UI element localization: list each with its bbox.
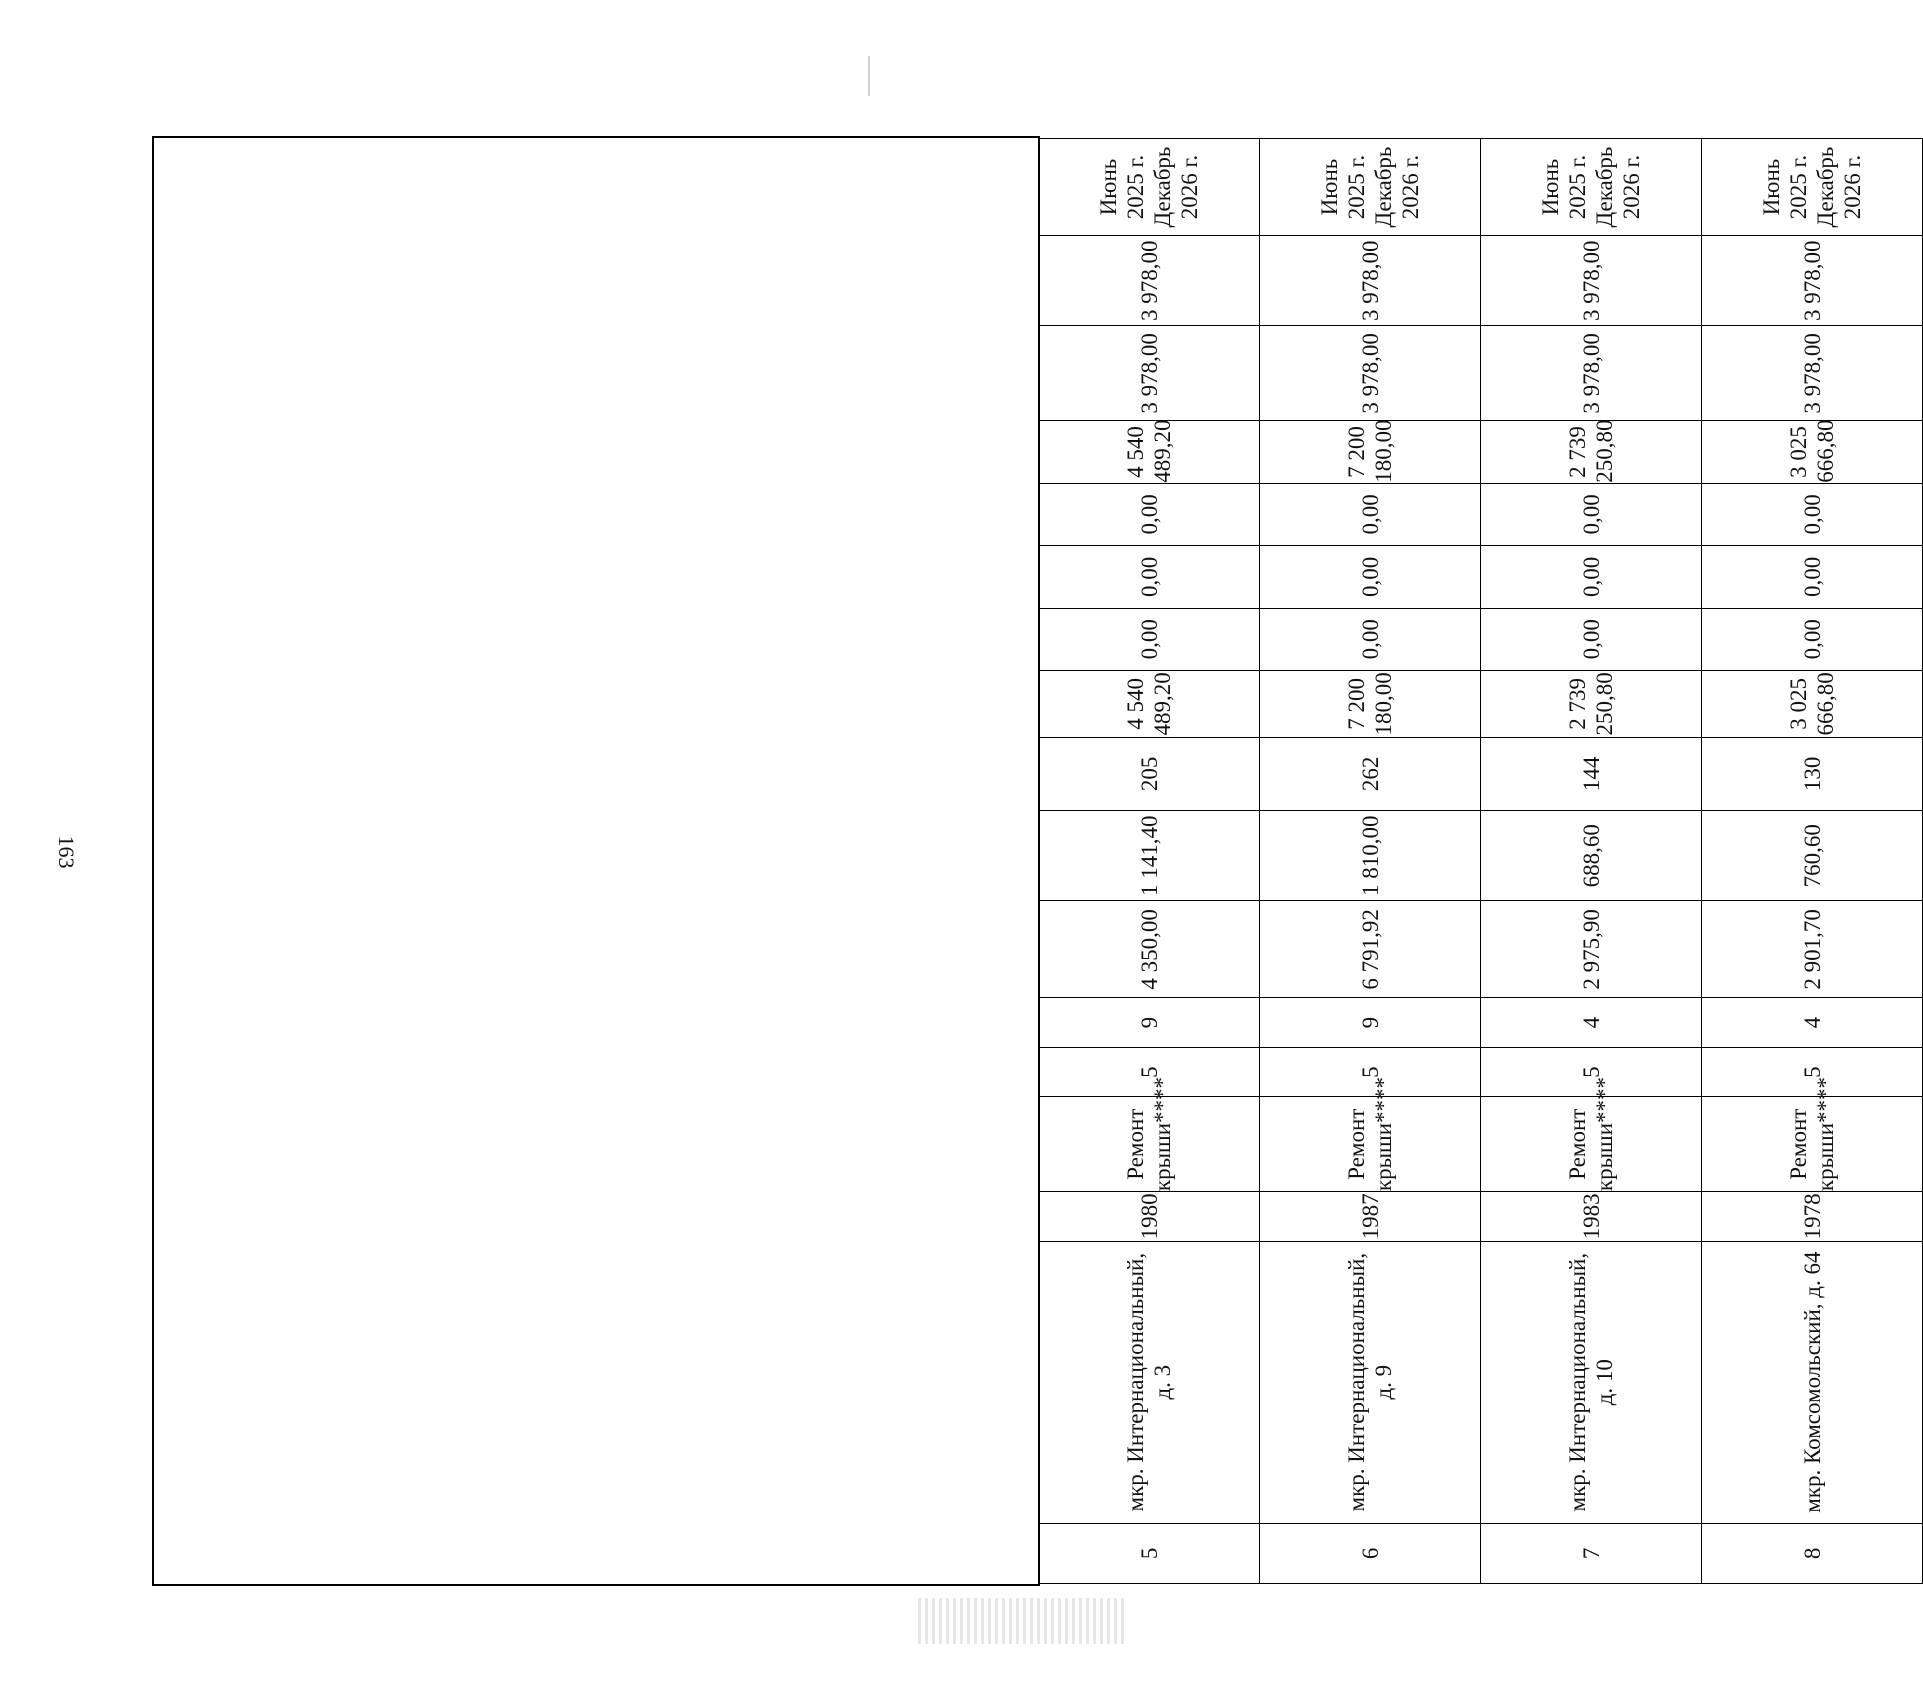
period-cell: Июнь 2025 г. Декабрь 2026 г. <box>1481 139 1702 236</box>
value-cell: 1 810,00 <box>1260 810 1481 900</box>
value-cell: 130 <box>1702 737 1923 810</box>
value-cell: 3 978,00 <box>1039 236 1260 326</box>
year-cell: 1978 <box>1702 1192 1923 1242</box>
table-row <box>1039 139 1260 1584</box>
value-cell: 262 <box>1260 737 1481 810</box>
row-number: 8 <box>1702 1523 1923 1583</box>
value-cell: 0,00 <box>1039 483 1260 545</box>
value-cell: 0,00 <box>1039 546 1260 608</box>
work-type-cell: Ремонт крыши**** <box>1481 1097 1702 1192</box>
work-type-cell: Ремонт крыши**** <box>1702 1097 1923 1192</box>
address-cell: мкр. Комсомольский, д. 64 <box>1702 1241 1923 1523</box>
scan-artifact <box>868 56 870 96</box>
value-cell: 4 540 489,20 <box>1039 421 1260 483</box>
value-cell: 5 <box>1039 1047 1260 1097</box>
work-type-cell: Ремонт крыши**** <box>1039 1097 1260 1192</box>
value-cell: 5 <box>1260 1047 1481 1097</box>
document-table-frame <box>152 136 1865 1586</box>
period-cell: Июнь 2025 г. Декабрь 2026 г. <box>1039 139 1260 236</box>
value-cell: 3 978,00 <box>1702 236 1923 326</box>
value-cell: 1 141,40 <box>1039 810 1260 900</box>
year-cell: 1987 <box>1260 1192 1481 1242</box>
value-cell: 6 791,92 <box>1260 901 1481 998</box>
value-cell: 5 <box>1702 1047 1923 1097</box>
table-row <box>1260 139 1481 1584</box>
value-cell: 2 739 250,80 <box>1481 421 1702 483</box>
value-cell: 0,00 <box>1481 483 1702 545</box>
value-cell: 7 200 180,00 <box>1260 671 1481 738</box>
row-number: 5 <box>1039 1523 1260 1583</box>
value-cell: 0,00 <box>1481 546 1702 608</box>
year-cell: 1983 <box>1481 1192 1702 1242</box>
value-cell: 2 739 250,80 <box>1481 671 1702 738</box>
work-type-cell: Ремонт крыши**** <box>1260 1097 1481 1192</box>
value-cell: 4 350,00 <box>1039 901 1260 998</box>
value-cell: 0,00 <box>1481 608 1702 670</box>
value-cell: 4 <box>1481 998 1702 1048</box>
period-cell: Июнь 2025 г. Декабрь 2026 г. <box>1702 139 1923 236</box>
table-row <box>1702 139 1923 1584</box>
value-cell: 688,60 <box>1481 810 1702 900</box>
value-cell: 3 978,00 <box>1260 326 1481 421</box>
value-cell: 3 978,00 <box>1039 326 1260 421</box>
value-cell: 3 978,00 <box>1481 236 1702 326</box>
value-cell: 9 <box>1039 998 1260 1048</box>
value-cell: 3 978,00 <box>1260 236 1481 326</box>
value-cell: 2 975,90 <box>1481 901 1702 998</box>
period-cell: Июнь 2025 г. Декабрь 2026 г. <box>1260 139 1481 236</box>
table-row <box>1481 139 1702 1584</box>
row-number: 6 <box>1260 1523 1481 1583</box>
value-cell: 4 <box>1702 998 1923 1048</box>
value-cell: 0,00 <box>1260 483 1481 545</box>
value-cell: 760,60 <box>1702 810 1923 900</box>
value-cell: 0,00 <box>1702 608 1923 670</box>
year-cell: 1980 <box>1039 1192 1260 1242</box>
value-cell: 7 200 180,00 <box>1260 421 1481 483</box>
value-cell: 5 <box>1481 1047 1702 1097</box>
scan-artifact <box>918 1598 1128 1644</box>
value-cell: 0,00 <box>1702 483 1923 545</box>
address-cell: мкр. Интернациональный, д. 10 <box>1481 1241 1702 1523</box>
address-cell: мкр. Интернациональный, д. 9 <box>1260 1241 1481 1523</box>
value-cell: 0,00 <box>1039 608 1260 670</box>
value-cell: 0,00 <box>1702 546 1923 608</box>
value-cell: 9 <box>1260 998 1481 1048</box>
value-cell: 3 025 666,80 <box>1702 421 1923 483</box>
value-cell: 3 978,00 <box>1481 326 1702 421</box>
value-cell: 0,00 <box>1260 608 1481 670</box>
value-cell: 205 <box>1039 737 1260 810</box>
address-cell: мкр. Интернациональный, д. 3 <box>1039 1241 1260 1523</box>
row-number: 7 <box>1481 1523 1702 1583</box>
value-cell: 4 540 489,20 <box>1039 671 1260 738</box>
value-cell: 144 <box>1481 737 1702 810</box>
value-cell: 3 025 666,80 <box>1702 671 1923 738</box>
table-body <box>1039 139 1923 1584</box>
value-cell: 2 901,70 <box>1702 901 1923 998</box>
page-number: 163 <box>54 835 79 869</box>
value-cell: 0,00 <box>1260 546 1481 608</box>
value-cell: 3 978,00 <box>1702 326 1923 421</box>
housing-repair-table <box>1038 138 1923 1584</box>
